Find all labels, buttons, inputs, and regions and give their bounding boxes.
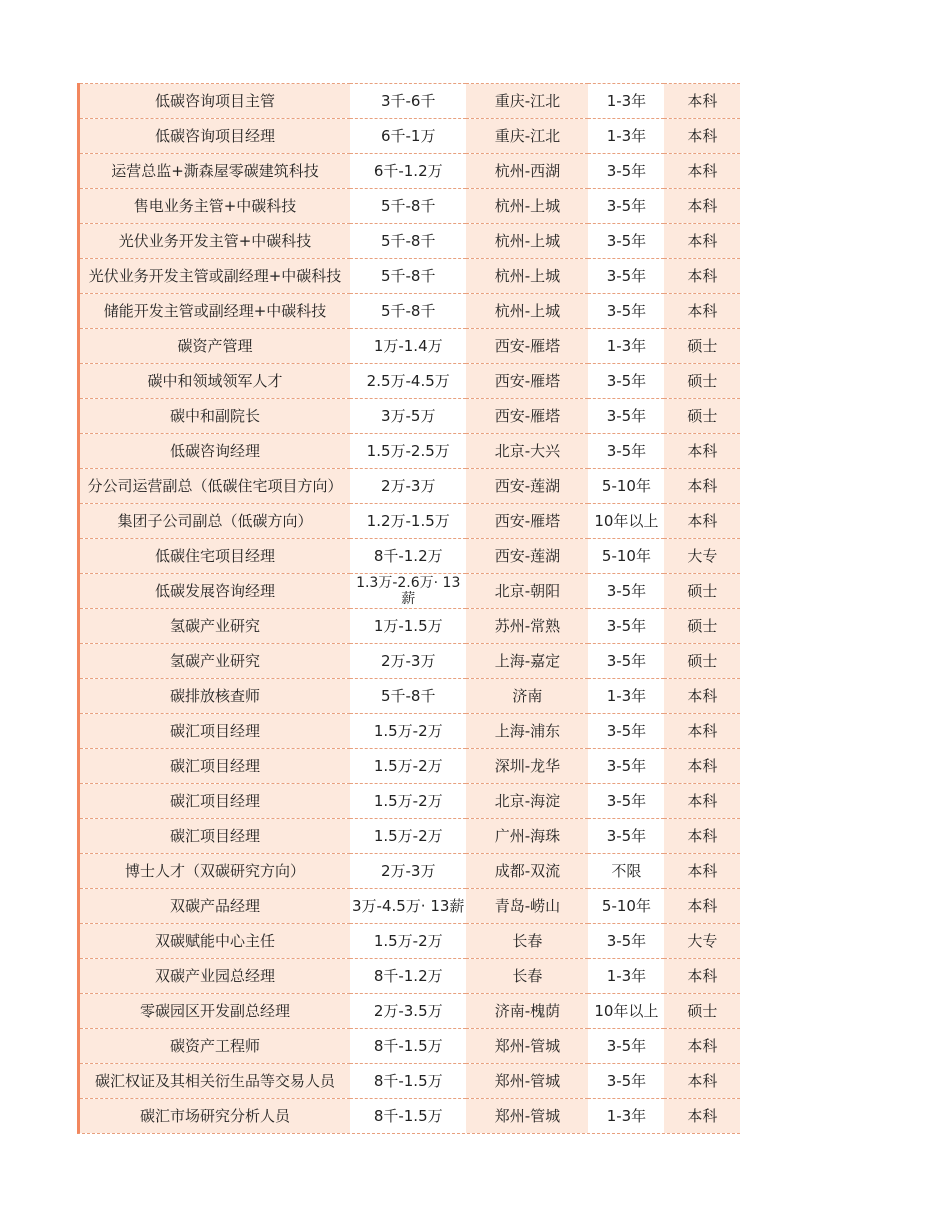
salary-cell: 8千-1.2万 — [350, 959, 466, 994]
job-title-cell: 双碳产品经理 — [80, 889, 350, 924]
job-title-cell: 售电业务主管+中碳科技 — [80, 189, 350, 224]
experience-cell: 3-5年 — [588, 644, 664, 679]
city-cell: 郑州-管城 — [466, 1029, 588, 1064]
experience-cell: 10年以上 — [588, 504, 664, 539]
job-title-cell: 低碳咨询项目经理 — [80, 119, 350, 154]
salary-cell: 1万-1.4万 — [350, 329, 466, 364]
experience-cell: 1-3年 — [588, 329, 664, 364]
experience-cell: 3-5年 — [588, 1029, 664, 1064]
job-title-cell: 碳汇项目经理 — [80, 784, 350, 819]
education-cell: 本科 — [664, 1099, 740, 1134]
city-cell: 重庆-江北 — [466, 119, 588, 154]
education-cell: 大专 — [664, 539, 740, 574]
education-cell: 本科 — [664, 714, 740, 749]
experience-cell: 5-10年 — [588, 469, 664, 504]
salary-cell: 6千-1.2万 — [350, 154, 466, 189]
job-title-cell: 碳排放核查师 — [80, 679, 350, 714]
salary-cell: 1.5万-2万 — [350, 749, 466, 784]
job-title-cell: 储能开发主管或副经理+中碳科技 — [80, 294, 350, 329]
education-cell: 硕士 — [664, 364, 740, 399]
city-cell: 上海-嘉定 — [466, 644, 588, 679]
experience-cell: 3-5年 — [588, 924, 664, 959]
experience-cell: 3-5年 — [588, 259, 664, 294]
salary-cell: 5千-8千 — [350, 294, 466, 329]
experience-cell: 3-5年 — [588, 784, 664, 819]
education-cell: 本科 — [664, 784, 740, 819]
job-title-cell: 碳资产工程师 — [80, 1029, 350, 1064]
job-title-cell: 博士人才（双碳研究方向） — [80, 854, 350, 889]
salary-cell: 3千-6千 — [350, 84, 466, 119]
city-cell: 郑州-管城 — [466, 1064, 588, 1099]
education-cell: 大专 — [664, 924, 740, 959]
education-cell: 本科 — [664, 679, 740, 714]
experience-cell: 3-5年 — [588, 819, 664, 854]
experience-cell: 1-3年 — [588, 1099, 664, 1134]
education-cell: 本科 — [664, 189, 740, 224]
experience-cell: 3-5年 — [588, 224, 664, 259]
job-title-cell: 碳汇项目经理 — [80, 819, 350, 854]
city-cell: 郑州-管城 — [466, 1099, 588, 1134]
city-cell: 北京-大兴 — [466, 434, 588, 469]
salary-cell: 3万-5万 — [350, 399, 466, 434]
education-cell: 本科 — [664, 1029, 740, 1064]
city-cell: 上海-浦东 — [466, 714, 588, 749]
table-row — [80, 469, 740, 504]
job-title-cell: 光伏业务开发主管+中碳科技 — [80, 224, 350, 259]
job-title-cell: 氢碳产业研究 — [80, 644, 350, 679]
table-row — [80, 1099, 740, 1134]
job-title-cell: 分公司运营副总（低碳住宅项目方向） — [80, 469, 350, 504]
job-title-cell: 碳中和副院长 — [80, 399, 350, 434]
city-cell: 苏州-常熟 — [466, 609, 588, 644]
salary-cell: 8千-1.5万 — [350, 1099, 466, 1134]
salary-cell: 2万-3万 — [350, 469, 466, 504]
education-cell: 本科 — [664, 469, 740, 504]
job-table — [80, 83, 740, 1133]
salary-cell: 1.3万-2.6万· 13薪 — [350, 574, 466, 609]
city-cell: 北京-朝阳 — [466, 574, 588, 609]
city-cell: 济南-槐荫 — [466, 994, 588, 1029]
table-row — [80, 854, 740, 889]
city-cell: 西安-雁塔 — [466, 504, 588, 539]
education-cell: 本科 — [664, 154, 740, 189]
education-cell: 硕士 — [664, 994, 740, 1029]
city-cell: 广州-海珠 — [466, 819, 588, 854]
city-cell: 西安-莲湖 — [466, 539, 588, 574]
experience-cell: 10年以上 — [588, 994, 664, 1029]
experience-cell: 1-3年 — [588, 119, 664, 154]
job-title-cell: 碳资产管理 — [80, 329, 350, 364]
salary-cell: 2万-3.5万 — [350, 994, 466, 1029]
table-row — [80, 504, 740, 539]
city-cell: 成都-双流 — [466, 854, 588, 889]
table-row — [80, 784, 740, 819]
salary-cell: 1万-1.5万 — [350, 609, 466, 644]
job-title-cell: 低碳住宅项目经理 — [80, 539, 350, 574]
table-row — [80, 749, 740, 784]
salary-cell: 5千-8千 — [350, 679, 466, 714]
education-cell: 硕士 — [664, 574, 740, 609]
table-row — [80, 1064, 740, 1099]
job-title-cell: 双碳产业园总经理 — [80, 959, 350, 994]
experience-cell: 5-10年 — [588, 889, 664, 924]
city-cell: 深圳-龙华 — [466, 749, 588, 784]
job-title-cell: 双碳赋能中心主任 — [80, 924, 350, 959]
experience-cell: 3-5年 — [588, 154, 664, 189]
experience-cell: 3-5年 — [588, 1064, 664, 1099]
table-row — [80, 294, 740, 329]
experience-cell: 3-5年 — [588, 749, 664, 784]
experience-cell: 1-3年 — [588, 679, 664, 714]
salary-cell: 2万-3万 — [350, 644, 466, 679]
education-cell: 本科 — [664, 959, 740, 994]
job-title-cell: 低碳咨询经理 — [80, 434, 350, 469]
job-title-cell: 集团子公司副总（低碳方向） — [80, 504, 350, 539]
experience-cell: 5-10年 — [588, 539, 664, 574]
education-cell: 硕士 — [664, 609, 740, 644]
city-cell: 重庆-江北 — [466, 84, 588, 119]
table-row — [80, 819, 740, 854]
table-row — [80, 1029, 740, 1064]
job-title-cell: 光伏业务开发主管或副经理+中碳科技 — [80, 259, 350, 294]
city-cell: 杭州-上城 — [466, 224, 588, 259]
job-title-cell: 零碳园区开发副总经理 — [80, 994, 350, 1029]
city-cell: 西安-雁塔 — [466, 364, 588, 399]
education-cell: 本科 — [664, 889, 740, 924]
job-title-cell: 氢碳产业研究 — [80, 609, 350, 644]
table-row — [80, 119, 740, 154]
city-cell: 青岛-崂山 — [466, 889, 588, 924]
city-cell: 杭州-上城 — [466, 259, 588, 294]
education-cell: 本科 — [664, 749, 740, 784]
table-row — [80, 259, 740, 294]
experience-cell: 3-5年 — [588, 399, 664, 434]
salary-cell: 5千-8千 — [350, 189, 466, 224]
education-cell: 本科 — [664, 224, 740, 259]
table-row — [80, 609, 740, 644]
salary-cell: 1.5万-2万 — [350, 819, 466, 854]
salary-cell: 1.5万-2.5万 — [350, 434, 466, 469]
job-title-cell: 碳汇市场研究分析人员 — [80, 1099, 350, 1134]
table-row — [80, 154, 740, 189]
city-cell: 杭州-上城 — [466, 294, 588, 329]
salary-cell: 6千-1万 — [350, 119, 466, 154]
education-cell: 硕士 — [664, 644, 740, 679]
experience-cell: 1-3年 — [588, 959, 664, 994]
city-cell: 西安-莲湖 — [466, 469, 588, 504]
table-row — [80, 679, 740, 714]
table-row — [80, 924, 740, 959]
table-row — [80, 959, 740, 994]
city-cell: 杭州-西湖 — [466, 154, 588, 189]
salary-cell: 8千-1.2万 — [350, 539, 466, 574]
table-row — [80, 399, 740, 434]
table-row — [80, 889, 740, 924]
experience-cell: 3-5年 — [588, 434, 664, 469]
job-title-cell: 运营总监+澌森屋零碳建筑科技 — [80, 154, 350, 189]
job-title-cell: 碳汇项目经理 — [80, 749, 350, 784]
experience-cell: 1-3年 — [588, 84, 664, 119]
salary-cell: 1.5万-2万 — [350, 924, 466, 959]
salary-cell: 2.5万-4.5万 — [350, 364, 466, 399]
education-cell: 硕士 — [664, 329, 740, 364]
job-title-cell: 低碳发展咨询经理 — [80, 574, 350, 609]
job-title-cell: 碳汇项目经理 — [80, 714, 350, 749]
table-row — [80, 224, 740, 259]
salary-cell: 1.5万-2万 — [350, 714, 466, 749]
table-row — [80, 539, 740, 574]
job-title-cell: 低碳咨询项目主管 — [80, 84, 350, 119]
experience-cell: 3-5年 — [588, 609, 664, 644]
table-row — [80, 644, 740, 679]
education-cell: 本科 — [664, 1064, 740, 1099]
table-row — [80, 329, 740, 364]
table-row — [80, 84, 740, 119]
salary-cell: 2万-3万 — [350, 854, 466, 889]
job-table-body — [80, 84, 740, 1134]
job-title-cell: 碳中和领域领军人才 — [80, 364, 350, 399]
education-cell: 本科 — [664, 819, 740, 854]
table-row — [80, 994, 740, 1029]
city-cell: 西安-雁塔 — [466, 329, 588, 364]
education-cell: 本科 — [664, 504, 740, 539]
city-cell: 济南 — [466, 679, 588, 714]
city-cell: 西安-雁塔 — [466, 399, 588, 434]
experience-cell: 3-5年 — [588, 189, 664, 224]
education-cell: 硕士 — [664, 399, 740, 434]
experience-cell: 3-5年 — [588, 574, 664, 609]
salary-cell: 1.5万-2万 — [350, 784, 466, 819]
table-row — [80, 714, 740, 749]
city-cell: 杭州-上城 — [466, 189, 588, 224]
experience-cell: 3-5年 — [588, 714, 664, 749]
education-cell: 本科 — [664, 854, 740, 889]
education-cell: 本科 — [664, 119, 740, 154]
table-row — [80, 189, 740, 224]
job-title-cell: 碳汇权证及其相关衍生品等交易人员 — [80, 1064, 350, 1099]
salary-cell: 8千-1.5万 — [350, 1029, 466, 1064]
city-cell: 长春 — [466, 924, 588, 959]
salary-cell: 3万-4.5万· 13薪 — [350, 889, 466, 924]
table-row — [80, 574, 740, 609]
city-cell: 长春 — [466, 959, 588, 994]
table-row — [80, 364, 740, 399]
experience-cell: 3-5年 — [588, 294, 664, 329]
education-cell: 本科 — [664, 84, 740, 119]
education-cell: 本科 — [664, 259, 740, 294]
experience-cell: 3-5年 — [588, 364, 664, 399]
experience-cell: 不限 — [588, 854, 664, 889]
job-listing-sheet — [77, 83, 740, 1134]
education-cell: 本科 — [664, 434, 740, 469]
table-row — [80, 434, 740, 469]
city-cell: 北京-海淀 — [466, 784, 588, 819]
education-cell: 本科 — [664, 294, 740, 329]
salary-cell: 8千-1.5万 — [350, 1064, 466, 1099]
salary-cell: 1.2万-1.5万 — [350, 504, 466, 539]
salary-cell: 5千-8千 — [350, 259, 466, 294]
salary-cell: 5千-8千 — [350, 224, 466, 259]
